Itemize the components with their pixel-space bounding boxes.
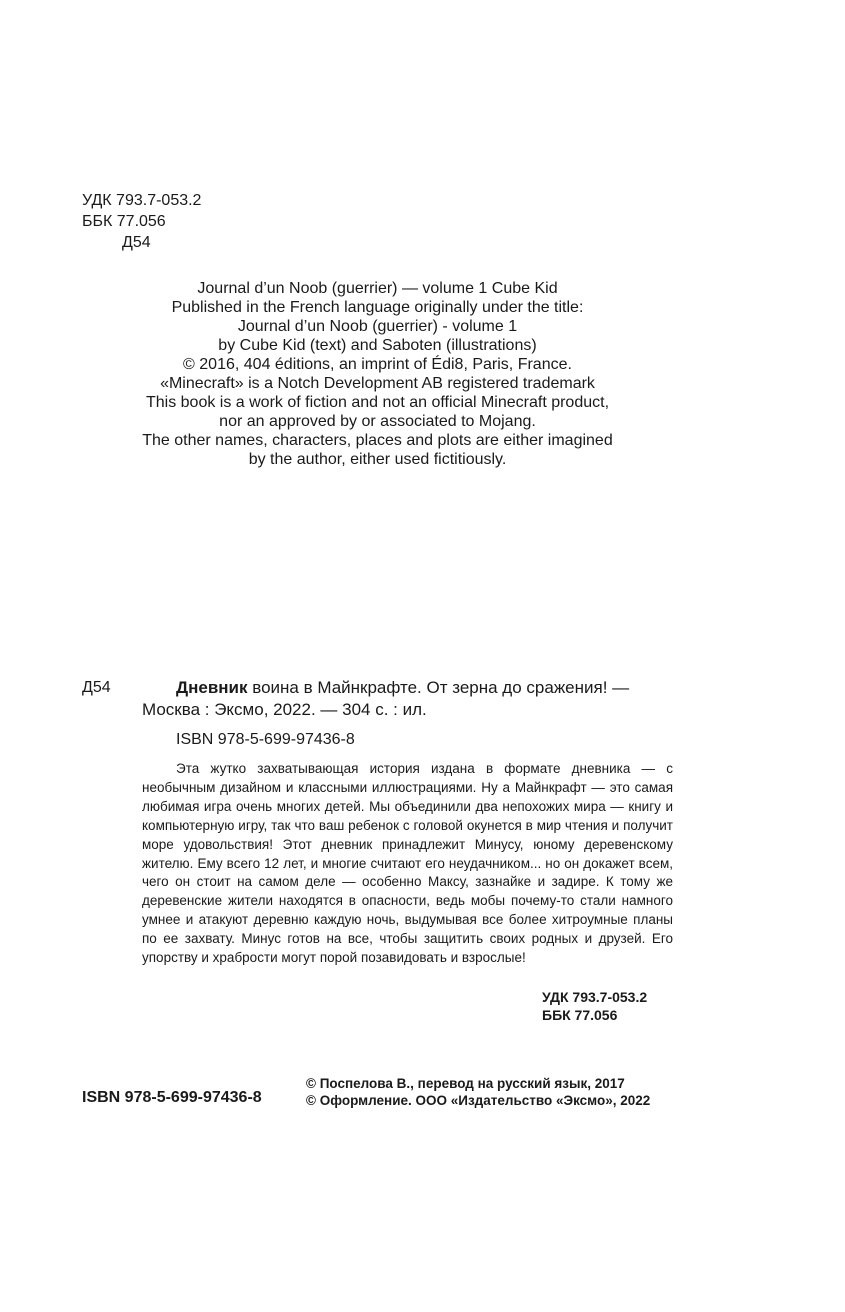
- record-author-mark: Д54: [82, 679, 111, 696]
- copyright-line: «Minecraft» is a Notch Development AB registered trademark: [160, 375, 595, 392]
- copyright-line: by the author, either used fictitiously.: [248, 451, 507, 468]
- copyright-line: by Cube Kid (text) and Saboten (illustrations): [218, 337, 537, 354]
- copyright-line: Journal d’un Noob (guerrier) - volume 1: [237, 318, 518, 335]
- copyright-line: © 2016, 404 éditions, an imprint of Édi8, Paris, France.: [183, 356, 572, 373]
- citation-imprint: Москва : Эксмо, 2022. — 304 с. : ил.: [142, 700, 427, 719]
- copyright-line: The other names, characters, places and plots are either imagined: [142, 432, 613, 449]
- copyright-line: Published in the French language originally under the title:: [171, 299, 584, 316]
- classification-block-bottom: [542, 988, 647, 1024]
- annotation-block: [142, 760, 673, 968]
- copyright-line: nor an approved by or associated to Mojang.: [219, 413, 536, 430]
- book-title-bold: Дневник: [176, 678, 248, 697]
- copyright-line: This book is a work of fiction and not an official Minecraft product,: [145, 394, 610, 411]
- book-title-rest: воина в Майнкрафте. От зерна до сражения! —: [247, 678, 630, 697]
- copyright-line: Journal d’un Noob (guerrier) — volume 1 Cube Kid: [197, 280, 558, 297]
- udk-code-bottom: УДК 793.7-053.2: [542, 989, 648, 1005]
- classification-block-top: [82, 190, 201, 253]
- translation-copyright: © Поспелова В., перевод на русский язык, 2017: [306, 1076, 625, 1091]
- isbn-footer: ISBN 978-5-699-97436-8: [82, 1089, 262, 1106]
- design-copyright: © Оформление. ООО «Издательство «Эксмо», 2022: [306, 1093, 651, 1108]
- citation-title-line: [142, 677, 682, 699]
- record-isbn: ISBN 978-5-699-97436-8: [176, 731, 355, 748]
- bbk-code: ББК 77.056: [82, 213, 166, 230]
- bbk-code-bottom: ББК 77.056: [542, 1007, 618, 1023]
- bibliographic-citation: [142, 677, 682, 721]
- original-copyright-notice: [110, 279, 645, 469]
- udk-code: УДК 793.7-053.2: [82, 192, 202, 209]
- author-mark: Д54: [122, 234, 151, 251]
- annotation-text: Эта жутко захватывающая история издана в формате дневника — с необычным дизайном и классными иллюстрациями. Ну а Майнкрафт — это самая любимая игра очень многих детей. Мы объединили два непохожих мира — книгу и компьютерную игру, так что ваш ребенок с головой окунется в мир чтения и получит море удовольствия! Этот дневник принадлежит Минусу, юному деревенскому жителю. Ему всего 12 лет, и многие считают его неудачником... но он докажет всем, чего он стоит на самом деле — особенно Максу, зазнайке и задире. К тому же деревенские жители находятся в опасности, ведь мобы почему-то стали намного умнее и атакуют деревню каждую ночь, выдумывая все более хитроумные планы по ее захвату. Минус готов на все, чтобы защитить своих родных и друзей. Его упорству и храбрости могут порой позавидовать и взрослые!: [142, 761, 673, 966]
